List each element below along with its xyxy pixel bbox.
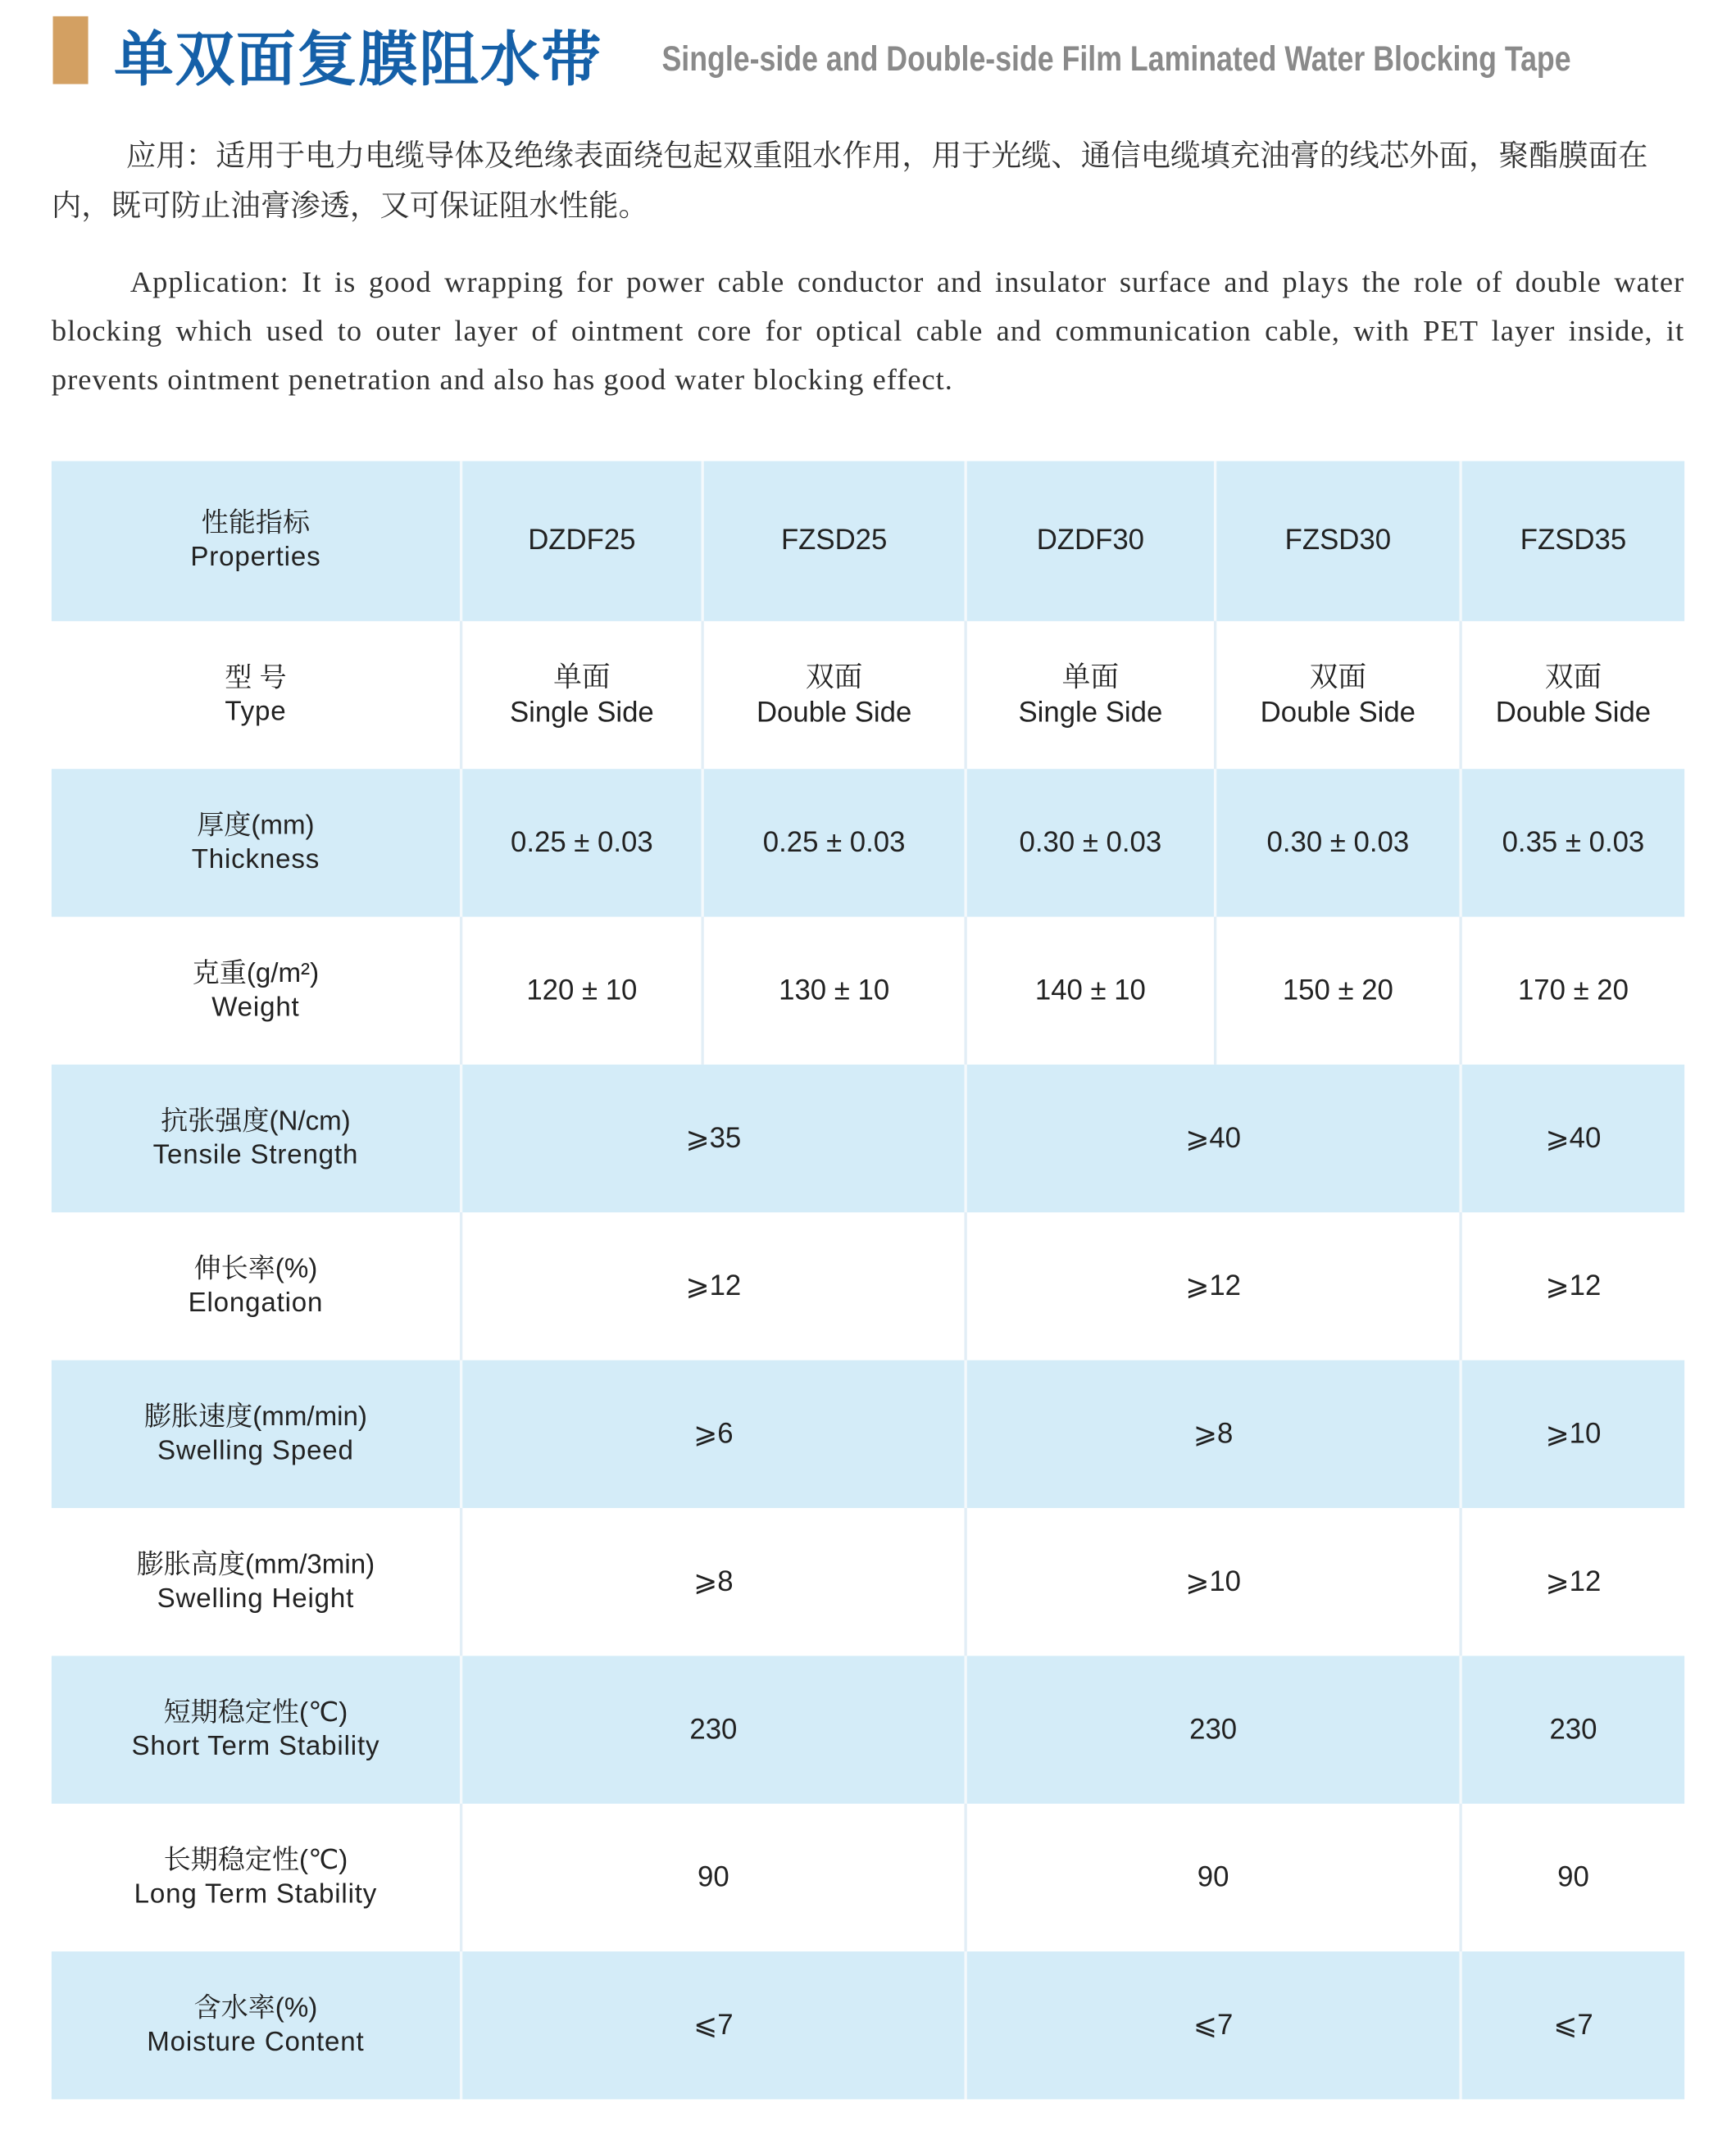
table-cell: 0.25 ± 0.03 (461, 769, 703, 916)
type-cn: 单面 (1061, 661, 1120, 693)
property-label (52, 621, 461, 769)
title-accent-bar (53, 16, 89, 84)
type-cn: 双面 (1544, 661, 1602, 693)
table-cell: ⩾10 (1461, 1360, 1684, 1508)
table-cell: ⩾8 (461, 1508, 966, 1656)
property-label (52, 1951, 461, 2099)
label-cn: 厚度(mm) (197, 810, 315, 841)
table-cell: 150 ± 20 (1216, 917, 1461, 1065)
table-cell (1216, 621, 1461, 769)
table-cell: ⩾12 (1461, 1508, 1684, 1656)
table-row-thickness (52, 769, 1684, 916)
label-cn: 含水率(%) (193, 1992, 318, 2023)
label-cn: 性能指标 (201, 508, 311, 538)
table-cell: 170 ± 20 (1461, 917, 1684, 1065)
table-row (52, 1656, 1684, 1803)
table-cell: ⩾8 (966, 1360, 1461, 1508)
label-en: Swelling Speed (157, 1435, 354, 1465)
property-label (52, 1656, 461, 1803)
table-cell: 140 ± 10 (966, 917, 1215, 1065)
label-en: Weight (211, 992, 300, 1022)
label-en: Short Term Stability (131, 1731, 380, 1761)
label-cn: 克重(g/m²) (192, 958, 320, 988)
table-cell: 120 ± 10 (461, 917, 703, 1065)
table-cell: 230 (1461, 1656, 1684, 1803)
table-cell: 90 (461, 1804, 966, 1951)
property-label (52, 461, 461, 621)
label-en: Properties (190, 542, 321, 573)
table-cell: ⩾12 (1461, 1212, 1684, 1360)
table-cell (702, 621, 966, 769)
table-cell (461, 621, 703, 769)
label-en: Swelling Height (157, 1583, 355, 1614)
table-row (52, 1065, 1684, 1212)
table-cell: ⩾35 (461, 1065, 966, 1212)
page-title-cn: 单双面复膜阻水带 (113, 27, 602, 94)
label-en: Tensile Strength (152, 1139, 359, 1170)
label-cn: 抗张强度(N/cm) (161, 1106, 351, 1136)
label-cn: 型 号 (225, 662, 287, 693)
label-cn: 膨胀高度(mm/3min) (136, 1549, 375, 1579)
model-header: DZDF30 (966, 461, 1215, 621)
table-cell: ⩽7 (461, 1951, 966, 2099)
label-en: Thickness (191, 844, 320, 874)
table-cell: ⩾12 (966, 1212, 1461, 1360)
type-en: Single Side (1018, 696, 1163, 728)
label-cn: 伸长率(%) (193, 1253, 318, 1284)
table-row-type (52, 621, 1684, 769)
table-header-row (52, 461, 1684, 621)
table-cell: ⩽7 (1461, 1951, 1684, 2099)
property-label (52, 1212, 461, 1360)
table-cell: 90 (1461, 1804, 1684, 1951)
property-label (52, 769, 461, 916)
table-cell (1461, 621, 1684, 769)
table-cell: ⩾40 (966, 1065, 1461, 1212)
type-en: Single Side (509, 696, 654, 728)
model-header: DZDF25 (461, 461, 703, 621)
type-cn: 单面 (553, 661, 611, 693)
model-header: FZSD30 (1216, 461, 1461, 621)
table-row (52, 1212, 1684, 1360)
type-en: Double Side (1260, 696, 1416, 728)
label-en: Type (225, 696, 287, 727)
table-row (52, 1360, 1684, 1508)
table-cell: 230 (461, 1656, 966, 1803)
table-row (52, 1951, 1684, 2099)
table-cell: 0.25 ± 0.03 (702, 769, 966, 916)
label-cn: 长期稳定性(℃) (163, 1845, 348, 1875)
type-cn: 双面 (805, 661, 863, 693)
table-cell: 130 ± 10 (702, 917, 966, 1065)
table-cell: ⩾10 (966, 1508, 1461, 1656)
table-cell (966, 621, 1215, 769)
table-cell: 0.35 ± 0.03 (1461, 769, 1684, 916)
table-cell: ⩾6 (461, 1360, 966, 1508)
label-cn: 短期稳定性(℃) (163, 1697, 348, 1728)
type-en: Double Side (1495, 696, 1652, 728)
property-label (52, 1065, 461, 1212)
application-text-en: Application: It is good wrapping for power cable conductor and insulator surface and plays the role of double water blocking which used to outer layer of ointment core for optical cable and communication cable, with PET layer inside, it prevents ointment penetration and also has good water blocking effect. (51, 264, 1685, 397)
properties-table (52, 461, 1684, 2100)
property-label (52, 1804, 461, 1951)
label-en: Elongation (188, 1288, 324, 1318)
page-title-en: Single-side and Double-side Film Laminated Water Blocking Tape (661, 38, 1571, 79)
table-cell: 230 (966, 1656, 1461, 1803)
application-text-cn: 应用：适用于电力电缆导体及绝缘表面绕包起双重阻水作用，用于光缆、通信电缆填充油膏的线芯外面，聚酯膜面在内，既可防止油膏渗透，又可保证阻水性能。 (51, 138, 1648, 223)
model-header: FZSD25 (702, 461, 966, 621)
table-cell: 0.30 ± 0.03 (966, 769, 1215, 916)
table-cell: 90 (966, 1804, 1461, 1951)
label-en: Moisture Content (147, 2026, 365, 2057)
table-cell: 0.30 ± 0.03 (1216, 769, 1461, 916)
table-cell: ⩽7 (966, 1951, 1461, 2099)
table-row (52, 1508, 1684, 1656)
property-label (52, 917, 461, 1065)
label-en: Long Term Stability (134, 1878, 378, 1909)
table-row (52, 1804, 1684, 1951)
type-en: Double Side (756, 696, 912, 728)
model-header: FZSD35 (1461, 461, 1684, 621)
type-cn: 双面 (1309, 661, 1367, 693)
table-cell: ⩾40 (1461, 1065, 1684, 1212)
label-cn: 膨胀速度(mm/min) (143, 1401, 367, 1432)
property-label (52, 1360, 461, 1508)
table-row-weight (52, 917, 1684, 1065)
property-label (52, 1508, 461, 1656)
table-cell: ⩾12 (461, 1212, 966, 1360)
